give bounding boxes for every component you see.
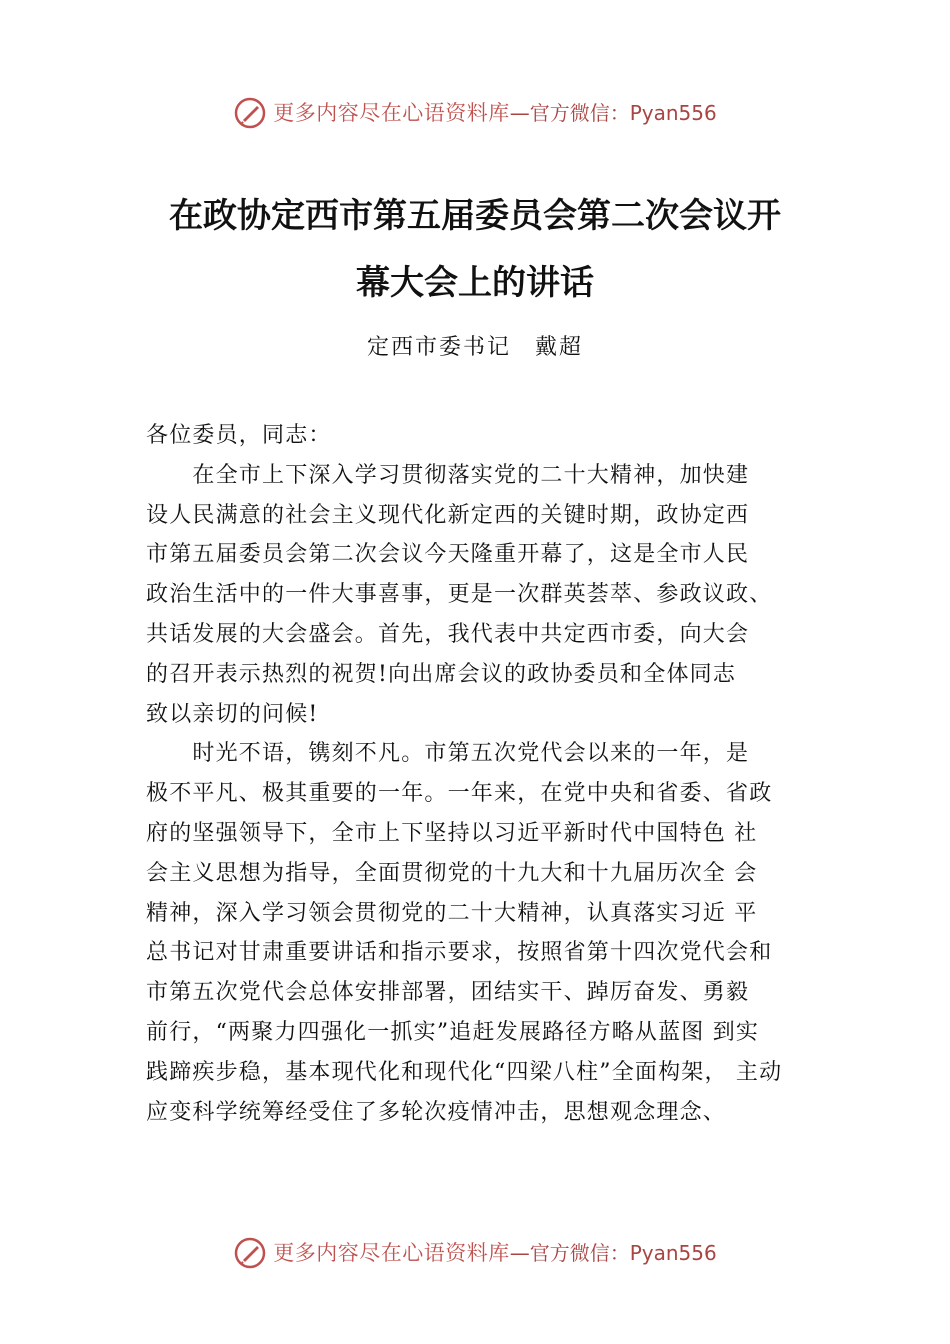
header-banner: [0, 96, 950, 130]
body-line: 极不平凡、极其重要的一年。一年来，在党中央和省委、省政: [146, 781, 773, 807]
body-line: 会主义思想为指导，全面贯彻党的十九大和十九届历次全 会: [146, 860, 758, 886]
body-line: 精神，深入学习领会贯彻党的二十大精神，认真落实习近 平: [146, 900, 758, 926]
body-line: 致以亲切的问候!: [146, 701, 319, 727]
pen-logo-icon: [233, 96, 267, 130]
footer-brand-text: 更多内容尽在心语资料库: [273, 1241, 510, 1265]
body-line: 府的坚强领导下，全市上下坚持以习近平新时代中国特色 社: [146, 820, 758, 846]
body-line: 共话发展的大会盛会。首先，我代表中共定西市委，向大会: [146, 621, 750, 647]
body-line: 市第五届委员会第二次会议今天隆重开幕了，这是全市人民: [146, 542, 750, 568]
document-title-line-1: 在政协定西市第五届委员会第二次会议开: [169, 196, 781, 236]
body-line: 在全市上下深入学习贯彻落实党的二十大精神，加快建: [146, 462, 750, 488]
header-brand-text: 更多内容尽在心语资料库: [273, 101, 510, 125]
body-line: 前行，“两聚力四强化一抓实”追赶发展路径方略从蓝图 到实: [146, 1019, 760, 1045]
body-line: 政治生活中的一件大事喜事，更是一次群英荟萃、参政议政、: [146, 582, 773, 608]
body-line: 市第五次党代会总体安排部署，团结实干、踔厉奋发、勇毅: [146, 980, 750, 1006]
speech-body: [146, 416, 836, 1132]
body-line: 各位委员，同志：: [146, 423, 332, 448]
footer-wechat-text: —官方微信：Pyan556: [509, 1241, 717, 1265]
body-line: 设人民满意的社会主义现代化新定西的关键时期，政协定西: [146, 502, 750, 528]
body-line: 总书记对甘肃重要讲话和指示要求，按照省第十四次党代会和: [146, 940, 773, 966]
body-line: 践蹄疾步稳，基本现代化和现代化“四梁八柱”全面构架， 主动: [146, 1059, 783, 1085]
author-line: 定西市委书记 戴超: [366, 335, 583, 360]
footer-banner: [0, 1236, 950, 1270]
body-line: 的召开表示热烈的祝贺!向出席会议的政协委员和全体同志: [146, 661, 737, 687]
document-title-line-2: 幕大会上的讲话: [356, 263, 594, 303]
pen-logo-icon: [233, 1236, 267, 1270]
body-line: 应变科学统筹经受住了多轮次疫情冲击，思想观念理念、: [146, 1099, 727, 1125]
header-wechat-text: —官方微信：Pyan556: [509, 101, 717, 125]
body-line: 时光不语，镌刻不凡。市第五次党代会以来的一年，是: [146, 741, 750, 767]
